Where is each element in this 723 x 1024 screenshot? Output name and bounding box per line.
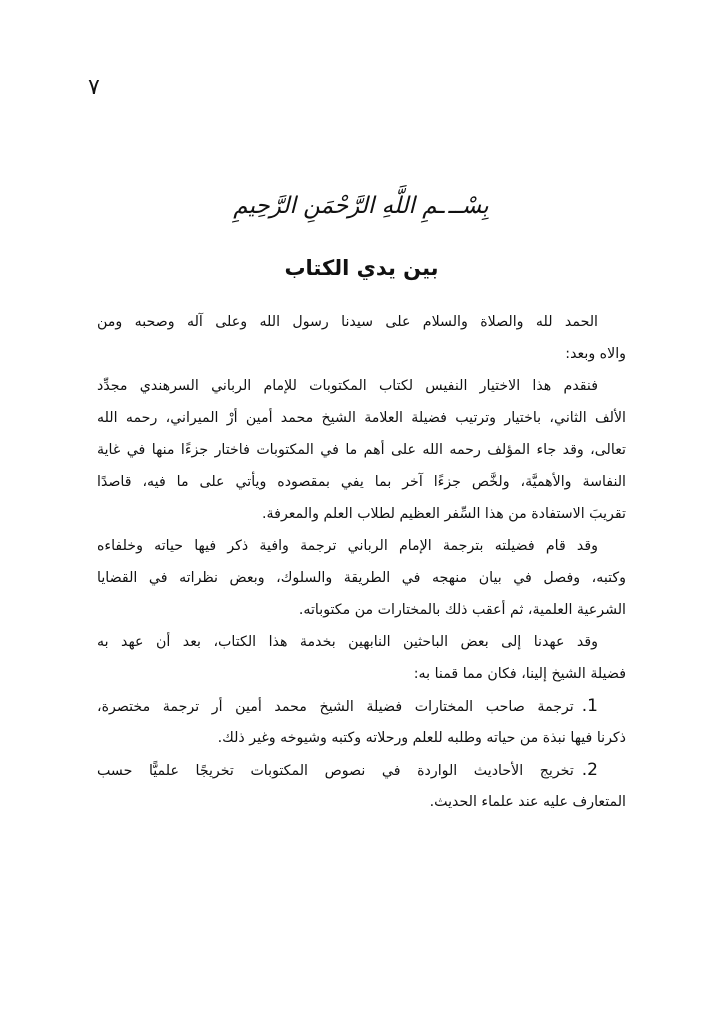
line-text: تخريج الأحاديث الواردة في نصوص المكتوبات تخريجًا علميًّا حسب	[97, 763, 574, 779]
text-line	[97, 754, 626, 786]
line-text: وقد قام فضيلته بترجمة الإمام الرباني ترجمة وافية ذكر فيها حياته وخلفاءه	[97, 538, 598, 554]
text-line	[97, 402, 626, 434]
line-text: تعالى، وقد جاء المؤلف رحمه الله على أهم ما في المكتوبات فاختار جزءًا منها في غاية	[97, 442, 626, 458]
text-line	[97, 338, 626, 370]
text-line	[97, 562, 626, 594]
line-text: المتعارف عليه عند علماء الحديث.	[429, 794, 626, 810]
basmala-end: ـمِ اللَّهِ الرَّحْمَنِ الرَّحِيمِ	[233, 193, 445, 219]
line-text: والاه وبعد:	[565, 346, 626, 362]
line-text: الحمد لله والصلاة والسلام على سيدنا رسول الله وعلى آله وصحبه ومن	[97, 314, 598, 330]
line-text: فضيلة الشيخ إلينا، فكان مما قمنا به:	[413, 666, 626, 682]
line-text: فنقدم هذا الاختيار النفيس لكتاب المكتوبات للإمام الرباني السرهندي مجدِّد	[97, 378, 598, 394]
line-text: النفاسة والأهميَّة، ولخَّص جزءًا آخر بما يفي بمقصوده ويأتي على ما فيه، قاصدًا	[97, 474, 626, 490]
page-number: ٧	[88, 75, 100, 100]
basmala-start: بِسْــ	[448, 193, 489, 219]
basmala-calligraphy	[233, 186, 489, 226]
text-line	[97, 498, 626, 530]
line-text: الشرعية العلمية، ثم أعقب ذلك بالمختارات من مكتوباته.	[298, 602, 626, 618]
line-text: وكتبه، وفصل في بيان منهجه في الطريقة والسلوك، وبعض نظراته في القضايا	[97, 570, 626, 586]
body-text	[97, 306, 626, 818]
list-number: 1.	[581, 696, 598, 716]
line-text: ترجمة صاحب المختارات فضيلة الشيخ محمد أمين أر ترجمة مختصرة،	[97, 699, 574, 715]
list-number: 2.	[581, 760, 598, 780]
text-line	[97, 370, 626, 402]
line-text: تقريبَ الاستفادة من هذا السِّفر العظيم لطلاب العلم والمعرفة.	[262, 506, 626, 522]
text-line	[97, 434, 626, 466]
text-line	[97, 690, 626, 722]
text-line	[97, 786, 626, 818]
text-line	[97, 594, 626, 626]
line-text: الألف الثاني، باختيار وترتيب فضيلة العلامة الشيخ محمد أمين أرْ الميراني، رحمه الله	[97, 410, 626, 426]
text-line	[97, 722, 626, 754]
line-text: ذكرنا فيها نبذة من حياته وطلبه للعلم ورحلاته وكتبه وشيوخه وغير ذلك.	[217, 730, 626, 746]
text-line	[97, 530, 626, 562]
chapter-title: بين يدي الكتاب	[284, 256, 439, 280]
text-line	[97, 306, 626, 338]
line-text: وقد عهدنا إلى بعض الباحثين النابهين بخدمة هذا الكتاب، بعد أن عهد به	[97, 634, 598, 650]
text-line	[97, 626, 626, 658]
text-line	[97, 658, 626, 690]
text-line	[97, 466, 626, 498]
